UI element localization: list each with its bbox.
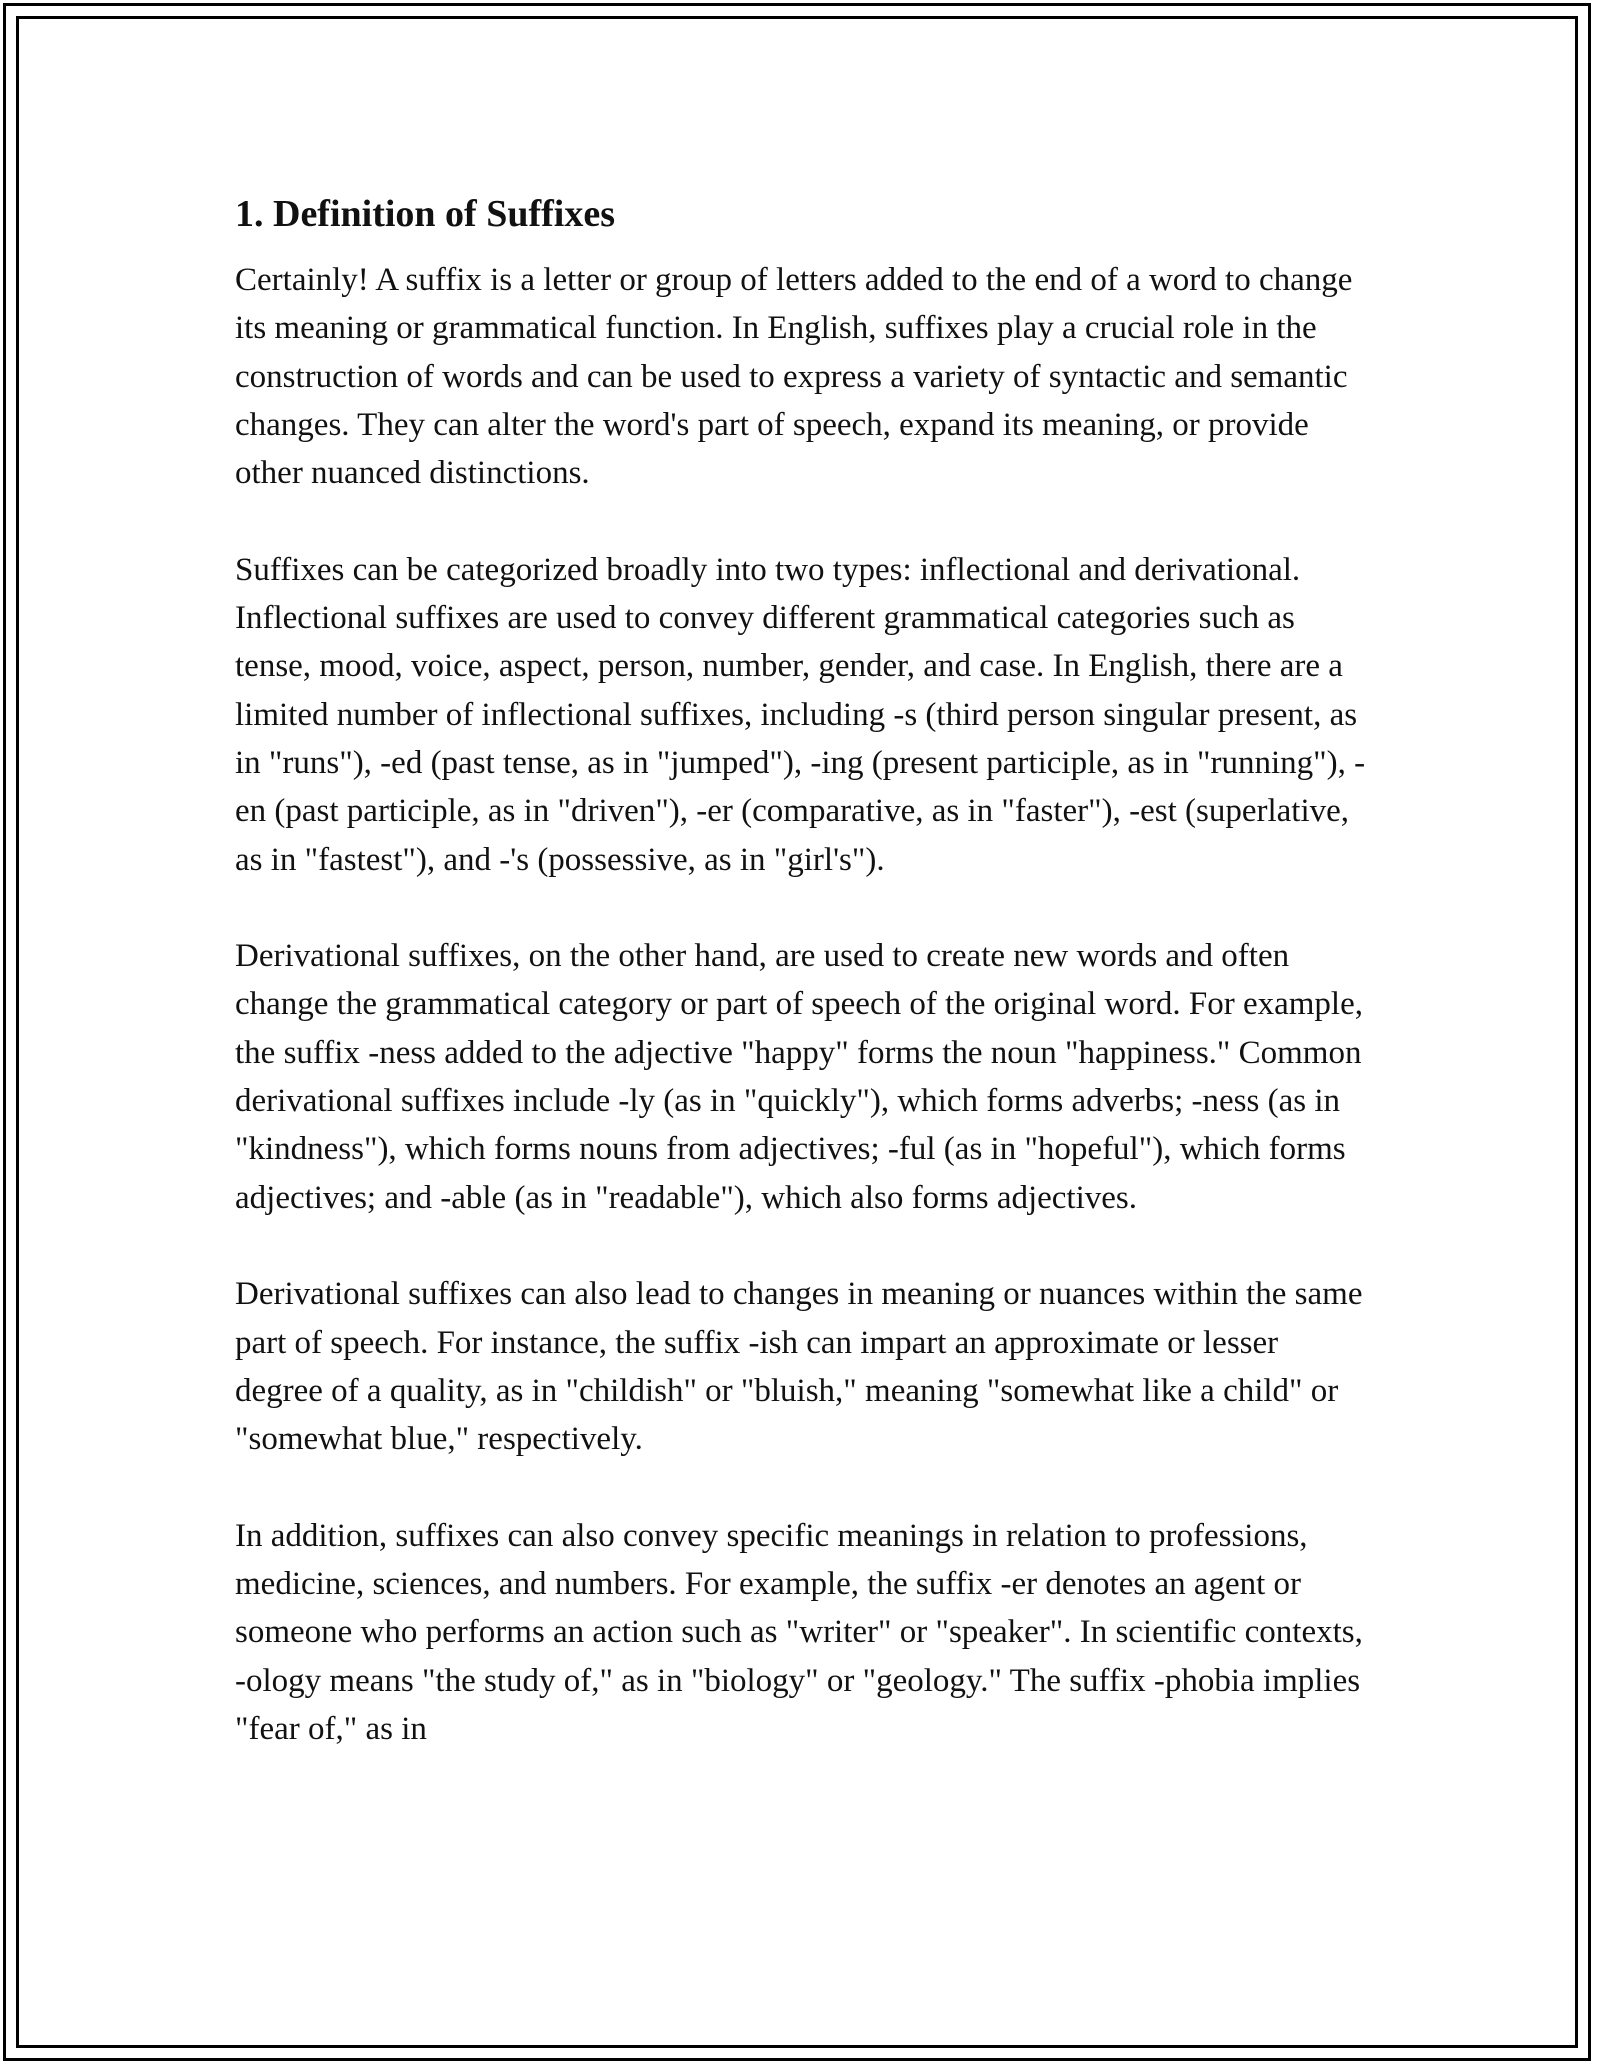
paragraph-inflectional: Suffixes can be categorized broadly into two types: inflectional and derivational. Inflectional suffixes are used to convey different grammatical categories such as tense, mood, voice, aspect, person, number, gender, and case. In English, there are a limited number of inflectional suffixes, including -s (third person singular present, as in "runs"), -ed (past tense, as in "jumped"), -ing (present participle, as in "running"), -en (past participle, as in "driven"), -er (comparative, as in "faster"), -est (superlative, as in "fastest"), and -'s (possessive, as in "girl's"). [235,551,1366,878]
paragraph-definition: Certainly! A suffix is a letter or group of letters added to the end of a word to change its meaning or grammatical function. In English, suffixes play a crucial role in the construction of words and can be used to express a variety of syntactic and semantic changes. They can alter the word's part of speech, expand its meaning, or provide other nuanced distinctions. [235,262,1353,492]
document-body [235,186,1370,1802]
paragraph-specific-meanings: In addition, suffixes can also convey specific meanings in relation to professions, medicine, sciences, and numbers. For example, the suffix -er denotes an agent or someone who performs an action such as "writer" or "speaker". In scientific contexts, -ology means "the study of," as in "biology" or "geology." The suffix -phobia implies "fear of," as in [235,1517,1363,1747]
section-heading: 1. Definition of Suffixes [235,193,615,235]
paragraph-meaning-nuances: Derivational suffixes can also lead to changes in meaning or nuances within the same part of speech. For instance, the suffix -ish can impart an approximate or lesser degree of a quality, as in "childish" or "bluish," meaning "somewhat like a child" or "somewhat blue," respectively. [235,1276,1363,1458]
paragraph-derivational: Derivational suffixes, on the other hand, are used to create new words and often change the grammatical category or part of speech of the original word. For example, the suffix -ness added to the adjective "happy" forms the noun "happiness." Common derivational suffixes include -ly (as in "quickly"), which forms adverbs; -ness (as in "kindness"), which forms nouns from adjectives; -ful (as in "hopeful"), which forms adjectives; and -able (as in "readable"), which also forms adjectives. [235,938,1363,1216]
